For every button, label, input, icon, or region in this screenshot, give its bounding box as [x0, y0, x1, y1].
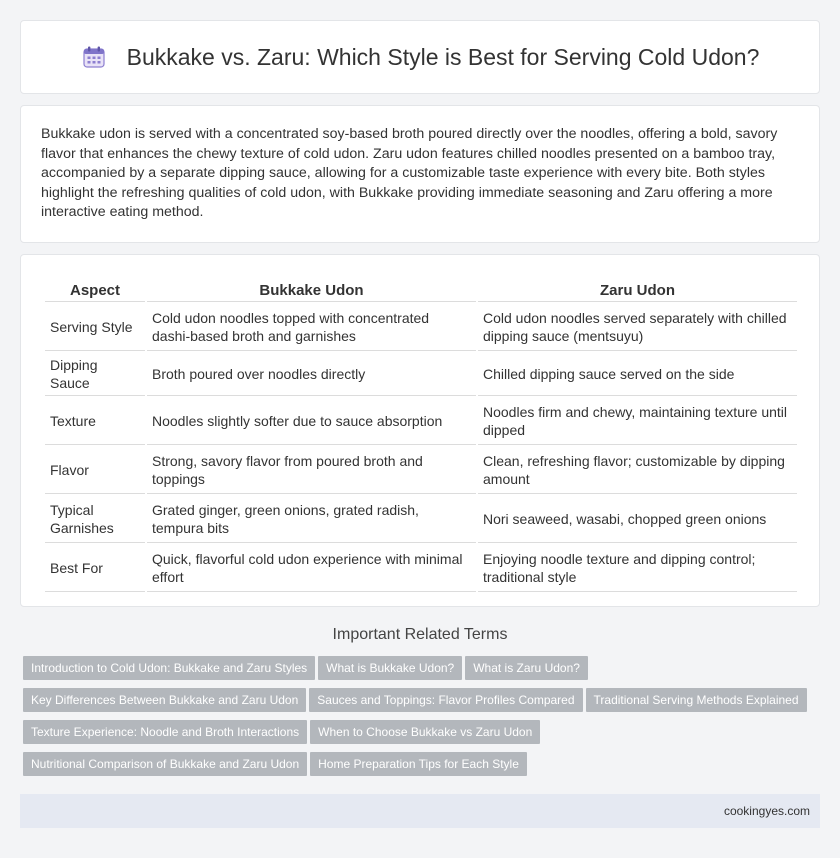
related-term-tag[interactable]: Home Preparation Tips for Each Style	[310, 752, 527, 776]
cell-aspect: Texture	[45, 398, 145, 445]
cell-aspect: Dipping Sauce	[45, 353, 145, 396]
table-row	[45, 398, 797, 445]
calendar-icon	[81, 44, 107, 70]
table-row	[45, 353, 797, 396]
related-term-tag[interactable]: Nutritional Comparison of Bukkake and Zaru Udon	[23, 752, 307, 776]
cell-zaru: Chilled dipping sauce served on the side	[478, 353, 797, 396]
footer	[20, 794, 820, 828]
cell-bukkake: Grated ginger, green onions, grated radish, tempura bits	[147, 496, 476, 543]
related-terms-section	[20, 626, 820, 784]
related-terms-heading: Important Related Terms	[332, 626, 508, 643]
table-row	[45, 447, 797, 494]
intro-card	[20, 105, 820, 243]
related-term-tag[interactable]: Texture Experience: Noodle and Broth Interactions	[23, 720, 307, 744]
table-row	[45, 545, 797, 592]
related-term-tag[interactable]: Traditional Serving Methods Explained	[586, 688, 807, 712]
cell-zaru: Noodles firm and chewy, maintaining texture until dipped	[478, 398, 797, 445]
cell-aspect: Best For	[45, 545, 145, 592]
related-term-tag[interactable]: What is Bukkake Udon?	[318, 656, 462, 680]
page-title	[81, 44, 760, 71]
related-term-tag[interactable]: Sauces and Toppings: Flavor Profiles Compared	[309, 688, 582, 712]
related-terms-tags	[20, 656, 820, 784]
related-term-tag[interactable]: Key Differences Between Bukkake and Zaru Udon	[23, 688, 306, 712]
related-term-tag[interactable]: Introduction to Cold Udon: Bukkake and Zaru Styles	[23, 656, 315, 680]
title-card	[20, 20, 820, 94]
cell-zaru: Enjoying noodle texture and dipping control; traditional style	[478, 545, 797, 592]
cell-zaru: Clean, refreshing flavor; customizable by dipping amount	[478, 447, 797, 494]
table-header-row	[45, 278, 797, 302]
cell-aspect: Typical Garnishes	[45, 496, 145, 543]
cell-bukkake: Quick, flavorful cold udon experience with minimal effort	[147, 545, 476, 592]
table-row	[45, 304, 797, 351]
cell-bukkake: Broth poured over noodles directly	[147, 353, 476, 396]
column-header-aspect: Aspect	[45, 278, 145, 302]
cell-zaru: Cold udon noodles served separately with chilled dipping sauce (mentsuyu)	[478, 304, 797, 351]
table-row	[45, 496, 797, 543]
cell-aspect: Flavor	[45, 447, 145, 494]
cell-aspect: Serving Style	[45, 304, 145, 351]
comparison-table	[43, 276, 799, 594]
cell-zaru: Nori seaweed, wasabi, chopped green onions	[478, 496, 797, 543]
cell-bukkake: Strong, savory flavor from poured broth and toppings	[147, 447, 476, 494]
comparison-table-card	[20, 254, 820, 607]
footer-site-link[interactable]: cookingyes.com	[723, 804, 810, 818]
column-header-bukkake: Bukkake Udon	[147, 278, 476, 302]
related-term-tag[interactable]: What is Zaru Udon?	[465, 656, 588, 680]
cell-bukkake: Cold udon noodles topped with concentrated dashi-based broth and garnishes	[147, 304, 476, 351]
cell-bukkake: Noodles slightly softer due to sauce absorption	[147, 398, 476, 445]
page-title-text: Bukkake vs. Zaru: Which Style is Best for Serving Cold Udon?	[126, 43, 760, 70]
intro-paragraph: Bukkake udon is served with a concentrated soy-based broth poured directly over the noodles, offering a bold, savory flavor that enhances the chewy texture of cold udon. Zaru udon features chilled noodles presented on a bamboo tray, accompanied by a separate dipping sauce, allowing for a customizable taste experience with every bite. Both styles highlight the refreshing qualities of cold udon, with Bukkake providing immediate seasoning and Zaru offering a more interactive eating method.	[41, 126, 778, 221]
related-term-tag[interactable]: When to Choose Bukkake vs Zaru Udon	[310, 720, 540, 744]
column-header-zaru: Zaru Udon	[478, 278, 797, 302]
